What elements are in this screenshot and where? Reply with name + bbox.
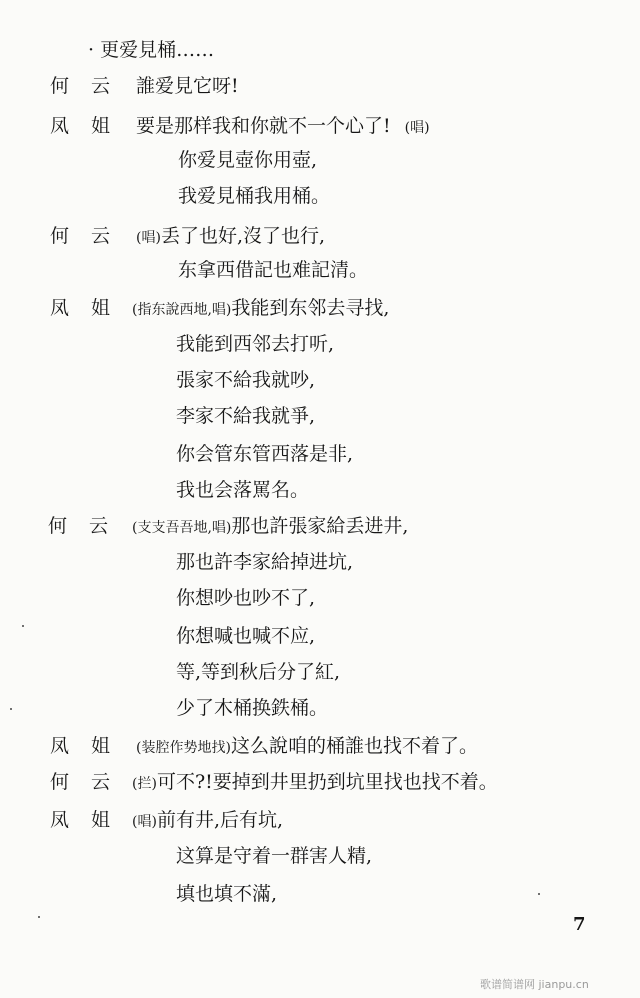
line-text: 你想喊也喊不应, <box>176 625 316 647</box>
verse-line <box>176 442 353 466</box>
line-text: 这算是守着一群害人精, <box>176 845 373 867</box>
stage-direction: (唱) <box>136 230 161 246</box>
line-text: 我也会落罵名。 <box>176 479 310 501</box>
verse-line <box>176 368 315 392</box>
stage-direction: (支支吾吾地,唱) <box>132 520 232 536</box>
speaker-name: 凤姐 <box>50 735 133 757</box>
line-text: 要是那样我和你就不一个心了! <box>136 115 391 137</box>
line-text: 誰爱見它呀! <box>136 75 239 97</box>
verse-line <box>176 624 315 648</box>
scan-speck <box>38 916 40 918</box>
scan-speck <box>10 708 12 710</box>
speaker-name: 凤姐 <box>50 115 133 137</box>
stage-direction: (拦) <box>132 776 157 792</box>
dialogue-line <box>132 296 389 322</box>
page-number: 7 <box>573 914 586 935</box>
line-text: 可不?!要掉到井里扔到坑里找也找不着。 <box>156 771 498 793</box>
verse-line <box>178 184 330 208</box>
speaker-name: 何云 <box>50 225 133 247</box>
line-text: 这么說咱的桶誰也找不着了。 <box>230 735 478 757</box>
dialogue-line <box>136 734 478 760</box>
dialogue-line <box>136 114 430 140</box>
line-text: 你爱見壺你用壺, <box>178 149 318 171</box>
dialogue-line <box>132 808 283 834</box>
speaker-name: 凤姐 <box>50 809 133 831</box>
line-text: 你想吵也吵不了, <box>176 587 316 609</box>
stage-direction: (装腔作势地找) <box>136 740 231 756</box>
line-text: 我能到西邻去打听, <box>176 333 335 355</box>
line-text: 东拿西借記也难記清。 <box>178 259 369 281</box>
line-text: 等,等到秋后分了紅, <box>176 661 341 683</box>
line-text: 那也許張家給丢进井, <box>231 515 409 537</box>
speaker-name: 何云 <box>50 75 133 97</box>
line-text: 那也許李家給掉进坑, <box>176 551 354 573</box>
line-text: 你会管东管西落是非, <box>176 443 354 465</box>
line-text: 丢了也好,沒了也行, <box>160 225 326 247</box>
stage-direction: (唱) <box>132 814 157 830</box>
line-text: 我爱見桶我用桶。 <box>178 185 331 207</box>
line-text: 填也填不滿, <box>176 883 278 905</box>
verse-line <box>176 844 372 868</box>
dialogue-line <box>132 514 408 540</box>
stage-direction: (唱) <box>404 120 430 136</box>
scan-speck <box>22 625 24 627</box>
dialogue-line <box>132 770 498 796</box>
watermark: 歌谱简谱网 jianpu.cn <box>480 978 589 991</box>
line-text: 少了木桶换鉄桶。 <box>176 697 329 719</box>
verse-line <box>176 332 334 356</box>
speaker-name: 何云 <box>48 515 131 537</box>
scan-speck <box>538 893 540 895</box>
line-text: 李家不給我就爭, <box>176 405 316 427</box>
verse-line <box>176 586 315 610</box>
line-text: 張家不給我就吵, <box>176 369 316 391</box>
verse-line <box>176 696 328 720</box>
verse-line <box>176 478 309 502</box>
verse-line <box>88 38 214 62</box>
verse-line <box>178 258 368 282</box>
speaker-name: 何云 <box>50 771 133 793</box>
stage-direction: (指东說西地,唱) <box>132 302 232 318</box>
dialogue-line <box>136 74 239 98</box>
verse-line <box>176 550 353 574</box>
line-text: · 更爱見桶…… <box>88 39 215 61</box>
line-text: 我能到东邻去寻找, <box>231 297 390 319</box>
verse-line <box>176 660 340 684</box>
speaker-name: 凤姐 <box>50 297 133 319</box>
line-text: 前有井,后有坑, <box>156 809 284 831</box>
dialogue-line <box>136 224 325 250</box>
verse-line <box>176 882 277 906</box>
verse-line <box>178 148 317 172</box>
verse-line <box>176 404 315 428</box>
